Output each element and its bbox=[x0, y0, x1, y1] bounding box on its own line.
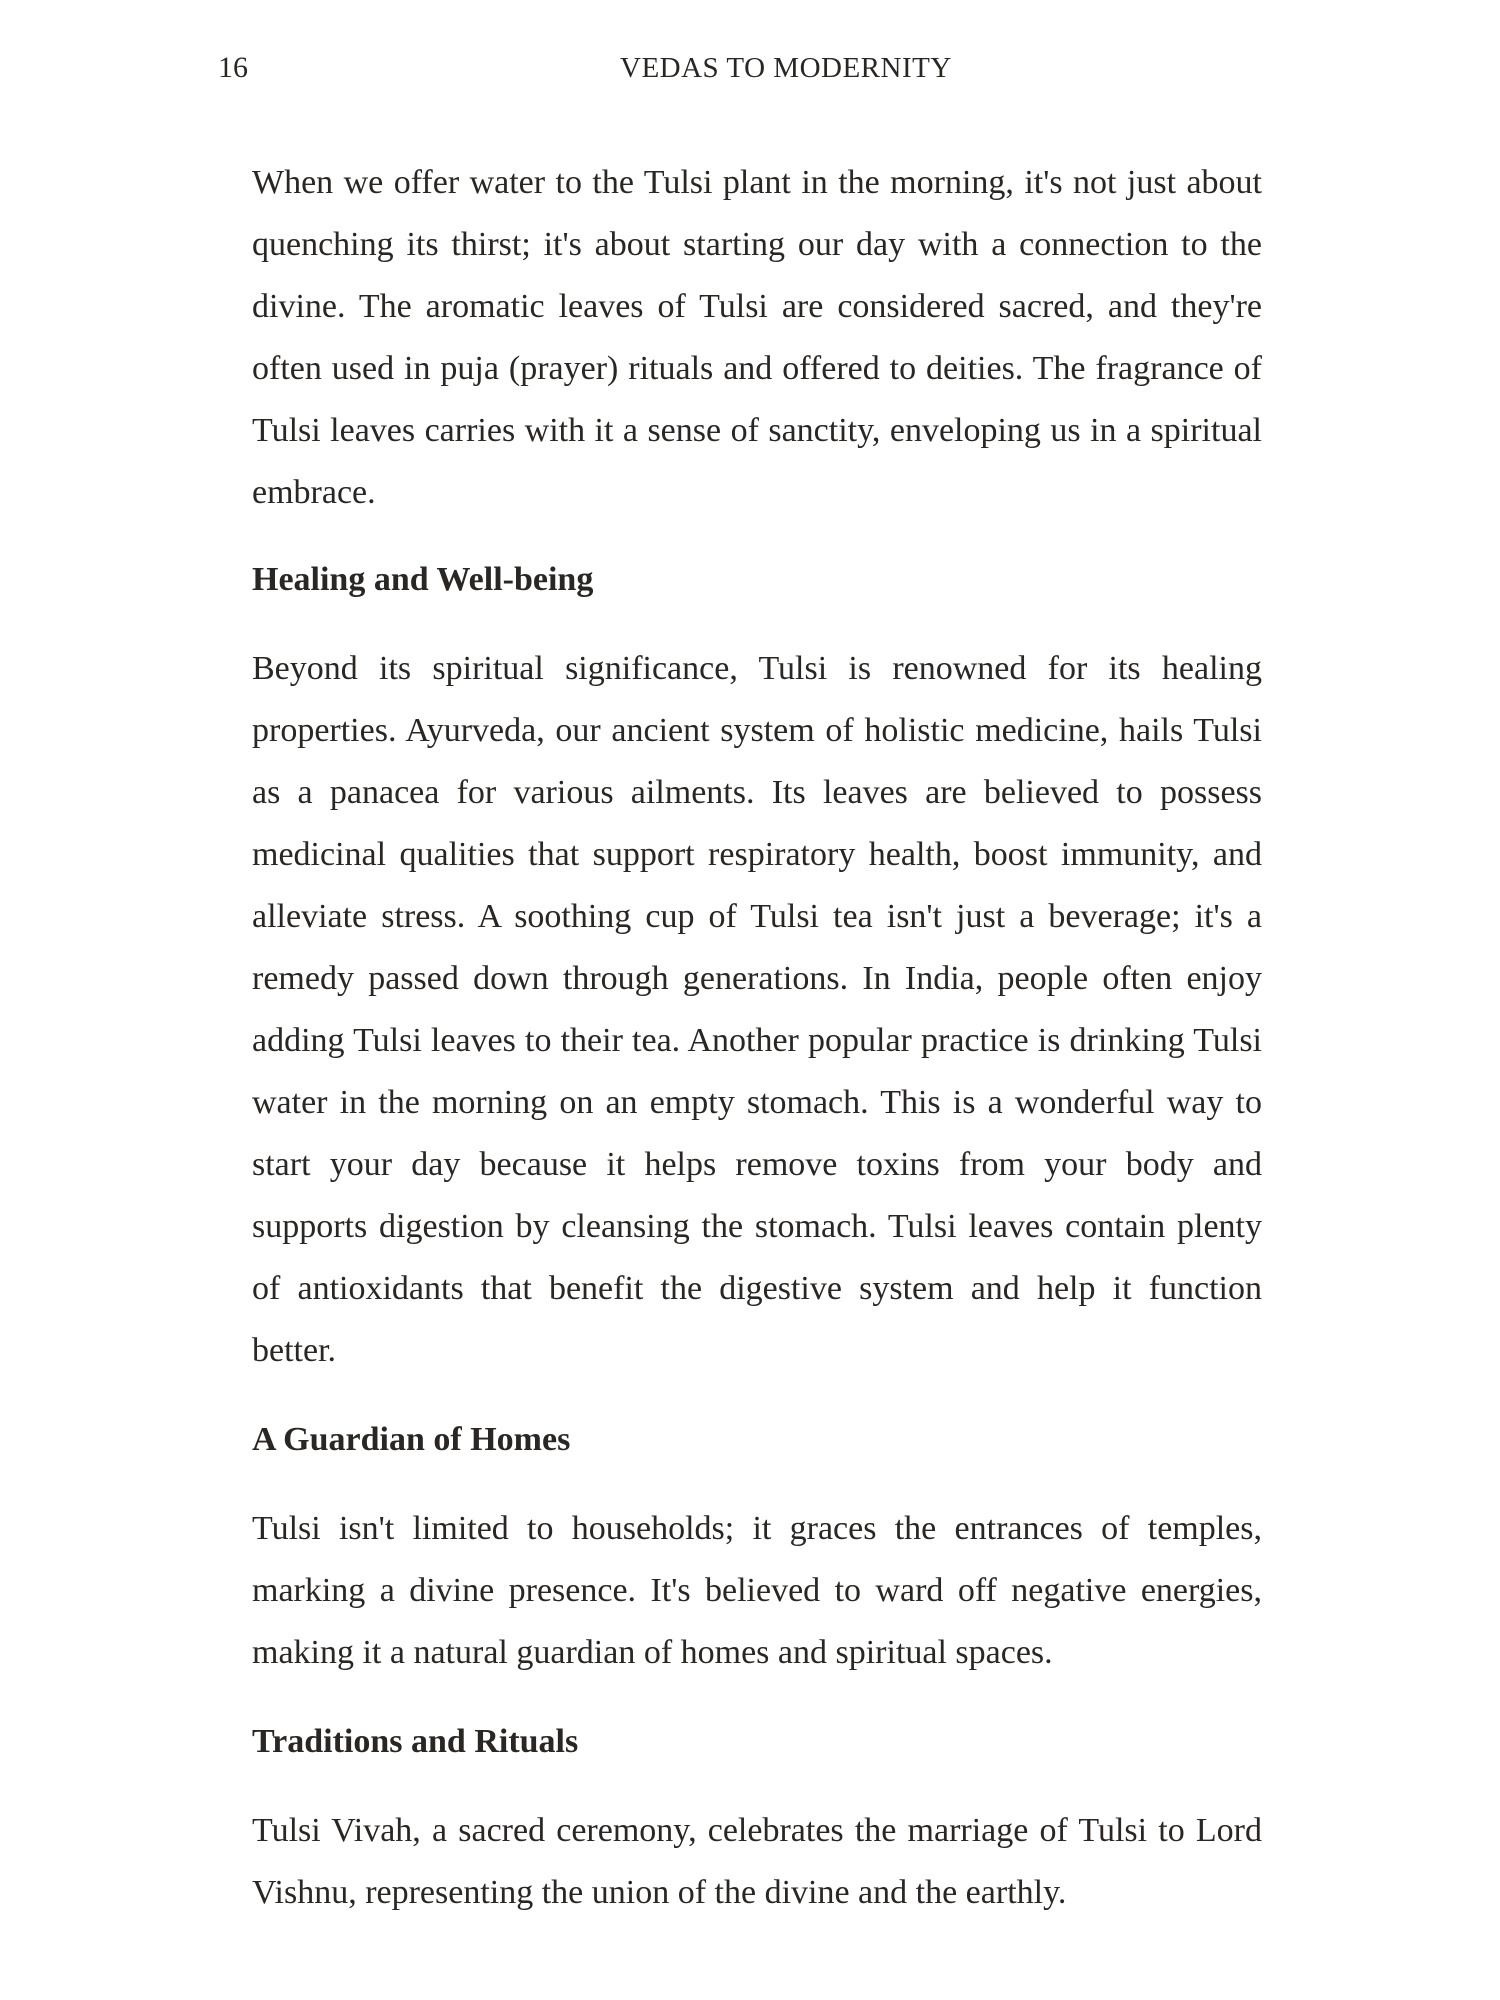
page-number: 16 bbox=[218, 51, 248, 84]
section-heading-healing: Healing and Well-being bbox=[252, 561, 594, 598]
running-head-title: VEDAS TO MODERNITY bbox=[620, 52, 952, 84]
body-paragraph: When we offer water to the Tulsi plant in the morning, it's not just about quenching its thirst; it's about starting our day with a connection to the divine. The aromatic leaves of Tulsi are considered sacred, and they're often used in puja (prayer) rituals and offered to deities. The fragrance of Tulsi leaves carries with it a sense of sanctity, enveloping us in a spiritual embrace. bbox=[252, 164, 1262, 511]
section-heading-traditions: Traditions and Rituals bbox=[252, 1723, 579, 1760]
body-paragraph: Tulsi isn't limited to households; it graces the entrances of temples, marking a divine presence. It's believed to ward off negative energies, making it a natural guardian of homes and spiritual spaces. bbox=[252, 1510, 1262, 1671]
page-body bbox=[252, 152, 1262, 1924]
section-heading-guardian: A Guardian of Homes bbox=[252, 1421, 571, 1458]
body-paragraph: Beyond its spiritual significance, Tulsi is renowned for its healing properties. Ayurveda, our ancient system of holistic medicine, hails Tulsi as a panacea for various ailments. Its leaves are believed to possess medicinal qualities that support respiratory health, boost immunity, and alleviate stress. A soothing cup of Tulsi tea isn't just a beverage; it's a remedy passed down through generations. In India, people often enjoy adding Tulsi leaves to their tea. Another popular practice is drinking Tulsi water in the morning on an empty stomach. This is a wonderful way to start your day because it helps remove toxins from your body and supports digestion by cleansing the stomach. Tulsi leaves contain plenty of antioxidants that benefit the digestive system and help it function better. bbox=[252, 650, 1262, 1369]
body-paragraph: Tulsi Vivah, a sacred ceremony, celebrates the marriage of Tulsi to Lord Vishnu, representing the union of the divine and the earthly. bbox=[252, 1812, 1262, 1911]
